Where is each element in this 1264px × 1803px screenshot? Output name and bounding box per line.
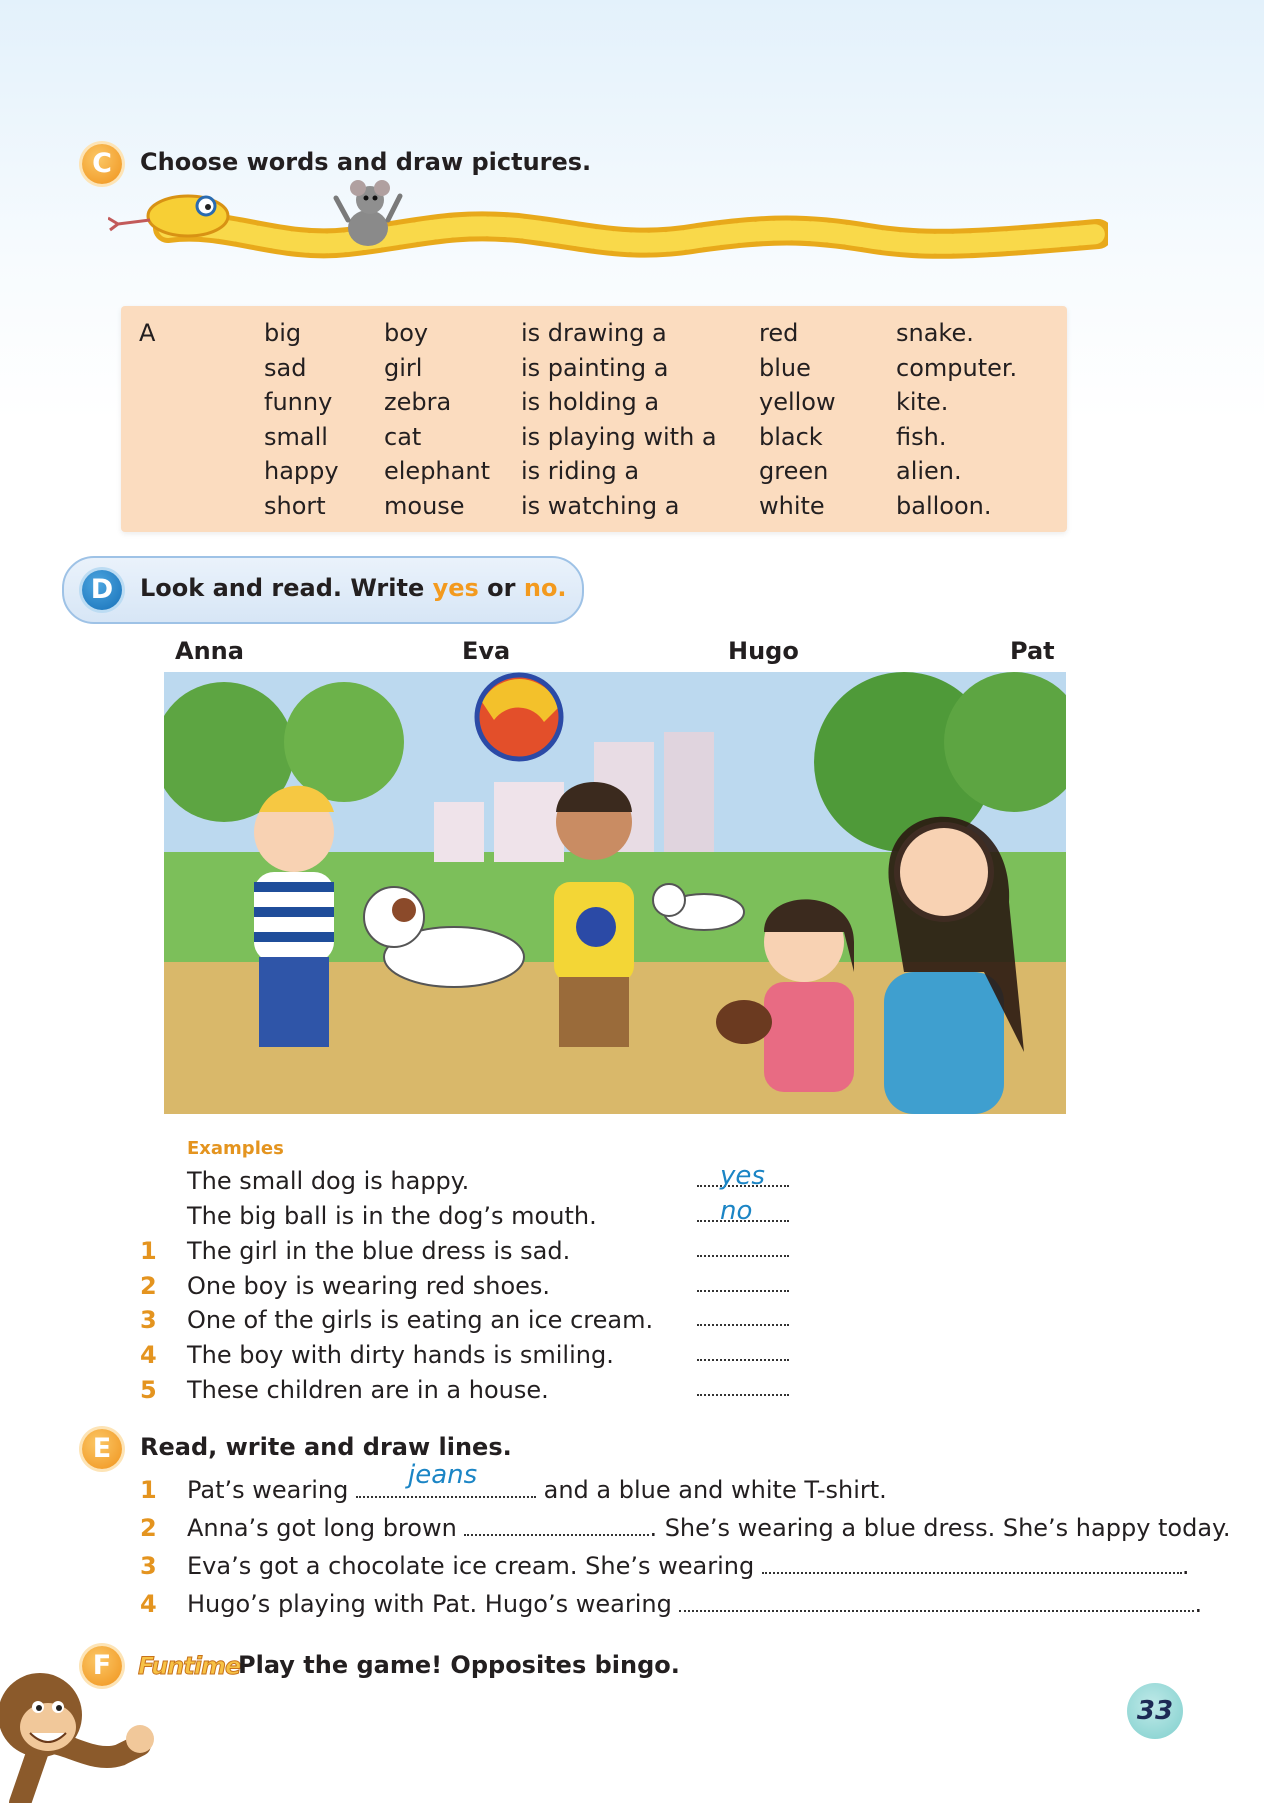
name-label-hugo: Hugo [728,637,799,665]
table-cell: short [264,491,326,520]
word-column-2 [264,316,339,523]
section-c-badge: C [82,144,122,184]
table-cell: A [139,319,156,347]
table-cell: green [759,457,829,485]
sentence-text: . She’s wearing a blue dress. She’s happy today. [649,1514,1231,1542]
example-text: The small dog is happy. [187,1167,470,1195]
item-number: 4 [140,1590,157,1618]
sentence-text: Anna’s got long brown [187,1514,457,1542]
answer-text: jeans [408,1460,478,1490]
sentence-row [187,1514,1230,1542]
item-number: 3 [140,1552,157,1580]
table-cell: is watching a [521,491,680,520]
snake-illustration [108,180,1108,290]
section-e-title: Read, write and draw lines. [140,1433,512,1461]
question-number: 2 [140,1272,157,1300]
sentence-text: Hugo’s playing with Pat. Hugo’s wearing [187,1590,672,1618]
question-number: 4 [140,1341,157,1369]
table-cell: is drawing a [521,319,667,347]
question-row [0,1341,820,1375]
section-f-title: Play the game! Opposites bingo. [238,1651,680,1679]
table-cell: black [759,422,823,451]
question-text: One boy is wearing red shoes. [187,1272,551,1300]
table-cell: cat [384,422,422,451]
funtime-logo: Funtime [138,1652,241,1680]
question-row [0,1306,820,1340]
table-cell: zebra [384,388,452,416]
word-table [121,306,1067,532]
example-row [0,1161,820,1201]
table-cell: computer. [896,353,1018,382]
table-cell: kite. [896,388,949,416]
question-number: 3 [140,1306,157,1334]
question-row [0,1376,820,1410]
table-cell: yellow [759,388,836,416]
name-label-anna: Anna [175,637,244,665]
section-c-title: Choose words and draw pictures. [140,148,592,176]
table-cell: big [264,319,302,347]
word-no: no. [523,574,567,602]
answer-line[interactable] [697,1290,789,1292]
table-cell: is riding a [521,457,640,485]
question-text: The boy with dirty hands is smiling. [187,1341,614,1369]
sentence-text: Pat’s wearing [187,1476,349,1504]
table-cell: boy [384,319,429,347]
answer-line[interactable] [697,1255,789,1257]
answer-line[interactable] [697,1359,789,1361]
answer-line[interactable] [697,1324,789,1326]
table-cell: funny [264,388,333,416]
question-text: One of the girls is eating an ice cream. [187,1306,654,1334]
word-yes: yes [432,574,479,602]
table-cell: is painting a [521,353,669,382]
table-cell: small [264,422,328,451]
answer-text: no [720,1196,753,1226]
question-number: 1 [140,1237,157,1265]
examples-label: Examples [187,1138,284,1159]
section-f-badge: F [82,1646,122,1686]
example-text: The big ball is in the dog’s mouth. [187,1202,597,1230]
table-cell: fish. [896,422,947,451]
item-number: 1 [140,1476,157,1504]
table-cell: girl [384,353,423,382]
table-cell: alien. [896,457,962,485]
answer-line[interactable] [697,1394,789,1396]
table-cell: elephant [384,457,490,485]
name-label-eva: Eva [462,637,511,665]
table-cell: mouse [384,491,465,520]
sentence-row [187,1552,1190,1580]
sentence-row [187,1460,887,1504]
table-cell: is playing with a [521,422,717,451]
example-row [0,1196,820,1236]
table-cell: red [759,319,799,347]
page-number: 33 [1127,1683,1183,1739]
table-cell: balloon. [896,491,992,520]
section-e-badge: E [82,1429,122,1469]
answer-line[interactable] [464,1514,649,1536]
table-cell: blue [759,353,811,382]
section-d-title-text: Look and read. Write [140,574,433,602]
sentence-row [187,1590,1202,1618]
word-or: or [478,574,524,602]
question-row [0,1237,820,1271]
sentence-text: Eva’s got a chocolate ice cream. She’s wearing [187,1552,755,1580]
answer-line[interactable] [762,1552,1182,1574]
word-column-1 [139,316,155,351]
answer-line[interactable] [679,1590,1194,1612]
sentence-text: and a blue and white T-shirt. [543,1476,887,1504]
monkey-illustration [0,1655,160,1803]
question-number: 5 [140,1376,157,1404]
word-column-4 [521,316,717,523]
name-label-pat: Pat [1010,637,1055,665]
question-text: These children are in a house. [187,1376,549,1404]
word-column-5 [759,316,836,523]
table-cell: happy [264,457,339,485]
sentence-text: . [1181,1552,1190,1580]
answer-text: yes [720,1161,765,1191]
table-cell: snake. [896,319,974,347]
park-scene-illustration [164,672,1066,1114]
question-text: The girl in the blue dress is sad. [187,1237,571,1265]
word-column-6 [896,316,1017,523]
section-d-badge: D [82,570,122,610]
item-number: 2 [140,1514,157,1542]
table-cell: sad [264,353,307,382]
answer-line[interactable] [356,1460,536,1498]
table-cell: is holding a [521,388,660,416]
question-row [0,1272,820,1306]
section-d-title [140,574,567,602]
word-column-3 [384,316,490,523]
table-cell: white [759,491,825,520]
sentence-text: . [1194,1590,1203,1618]
